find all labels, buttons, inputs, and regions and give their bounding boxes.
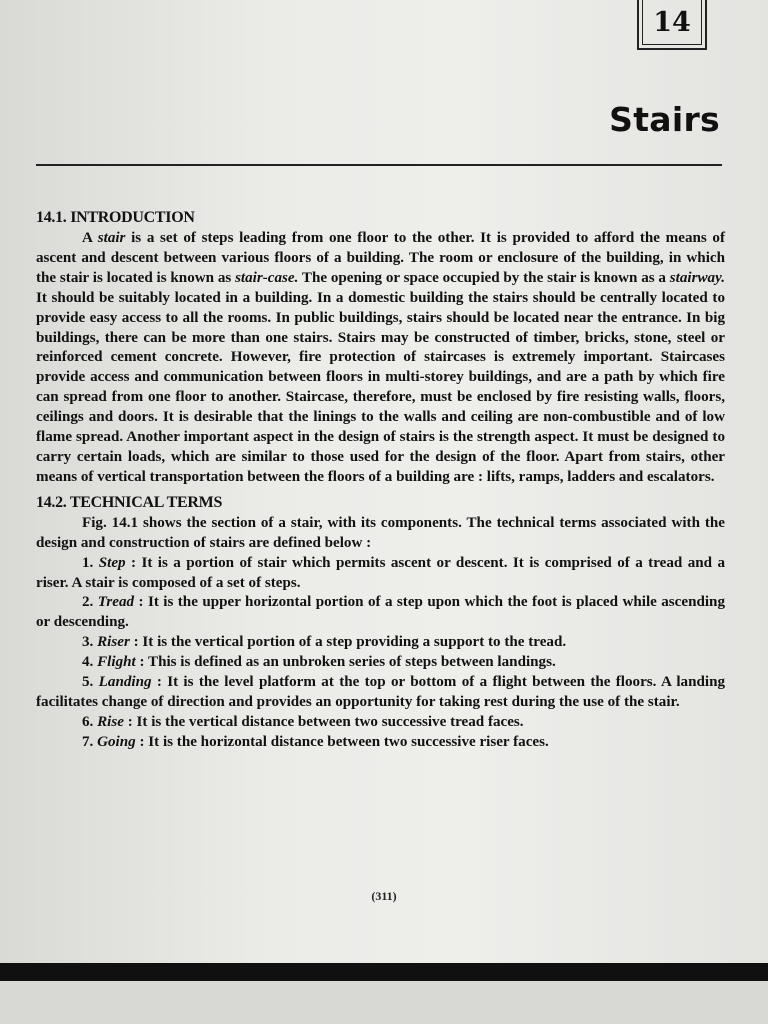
- text-run: The opening or space occupied by the stair is known as a: [298, 269, 670, 286]
- term-item: [36, 733, 725, 753]
- term-label: Riser: [97, 634, 130, 651]
- technical-terms-intro: Fig. 14.1 shows the section of a stair, with its components. The technical terms associated with the design and construction of stairs are defined below :: [36, 514, 725, 551]
- term-number: 7.: [82, 733, 94, 750]
- title-rule: [36, 164, 722, 166]
- page-content: [36, 207, 725, 753]
- term-number: 6.: [82, 713, 94, 730]
- term-item: [36, 653, 725, 673]
- term-stair-case: stair-case.: [235, 269, 299, 286]
- term-label: Going: [97, 733, 136, 750]
- term-number: 4.: [82, 654, 94, 671]
- term-item: [36, 633, 725, 653]
- term-definition: : It is the vertical distance between two successive tread faces.: [123, 713, 524, 730]
- term-label: Flight: [97, 654, 136, 671]
- chapter-number: 14: [642, 0, 702, 45]
- photo-bottom-band: [0, 963, 768, 1024]
- term-definition: : It is the upper horizontal portion of a step upon which the foot is placed while ascending or descending.: [36, 594, 726, 631]
- term-definition: : It is the vertical portion of a step providing a support to the tread.: [129, 634, 567, 651]
- term-number: 5.: [82, 674, 94, 691]
- term-item: [36, 593, 725, 633]
- term-number: 2.: [82, 594, 94, 611]
- term-number: 1.: [82, 554, 94, 571]
- term-stair: stair: [97, 230, 126, 246]
- term-item: [36, 713, 725, 733]
- term-label: Rise: [97, 713, 124, 730]
- text-run: It should be suitably located in a building. In a domestic building the stairs should be centrally located to provide easy access to all the rooms. In public buildings, stairs should be located near the entrance. In big buildings, there can be more than one stairs. Stairs may be constructed of timber, bricks, stone, steel or reinforced cement concrete. However, fire protection of staircases is extremely important. Staircases provide access and communication between floors in multi-storey buildings, and are a path by which fire can spread from one floor to another. Staircase, therefore, must be enclosed by fire resisting walls, floors, ceilings and doors. It is desirable that the linings to the walls and ceiling are non-combustible and of low flame spread. Another important aspect in the design of stairs is the strength aspect. It must be designed to carry certain loads, which are similar to those used for the design of the floor. Apart from stairs, other means of vertical transportation between the floors of a building are : lifts, ramps, ladders and escalators.: [36, 289, 725, 485]
- text-run: is a set of steps leading from one floor to the other. It is provided to afford the means of ascent and descent between various floors of a building. The room or enclosure of the building, in which the stair is located is known as: [36, 230, 726, 286]
- term-definition: : This is defined as an unbroken series of steps between landings.: [135, 654, 556, 671]
- section-heading-introduction: 14.1. INTRODUCTION: [36, 209, 195, 226]
- next-page-edge: [0, 981, 768, 1024]
- page-number: (311): [371, 889, 397, 903]
- term-number: 3.: [82, 634, 94, 651]
- term-label: Step: [98, 554, 126, 571]
- term-definition: : It is a portion of stair which permits ascent or descent. It is comprised of a tread and a riser. A stair is composed of a set of steps.: [36, 554, 726, 591]
- section-heading-technical-terms: 14.2. TECHNICAL TERMS: [36, 493, 223, 511]
- chapter-number-box: [637, 0, 707, 50]
- term-item: [36, 673, 725, 713]
- term-definition: : It is the level platform at the top or bottom of a flight between the floors. A landing facilitates change of direction and provides an opportunity for taking rest during the use of the stair.: [36, 674, 726, 710]
- introduction-paragraph: [36, 229, 725, 488]
- term-label: Tread: [97, 594, 135, 611]
- text-run: A: [82, 230, 98, 246]
- term-stairway: stairway.: [669, 269, 725, 286]
- term-definition: : It is the horizontal distance between two successive riser faces.: [135, 733, 549, 750]
- term-item: [36, 554, 725, 594]
- term-label: Landing: [98, 674, 152, 691]
- chapter-title: Stairs: [609, 100, 720, 139]
